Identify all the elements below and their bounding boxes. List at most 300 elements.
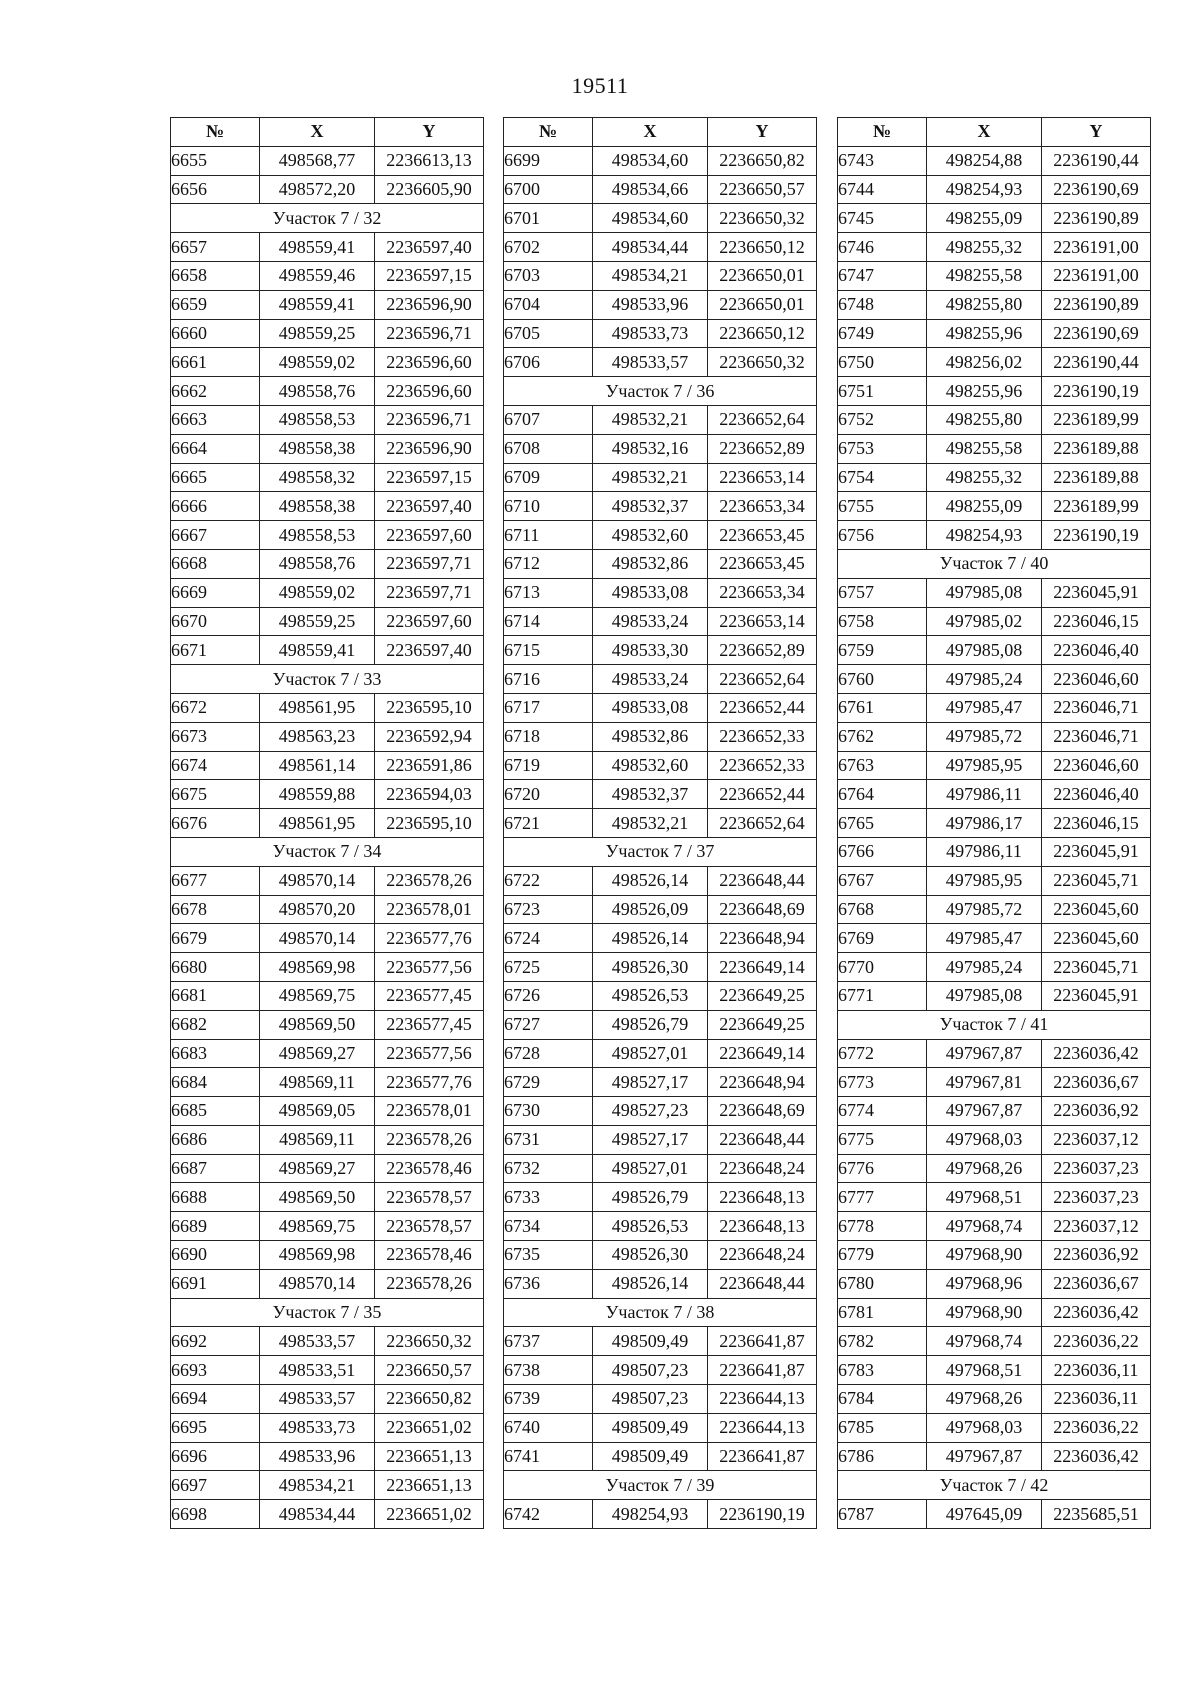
table-row: [838, 1039, 1151, 1068]
table-row: [838, 1241, 1151, 1270]
point-number: 6738: [504, 1356, 593, 1385]
table-row: [504, 204, 817, 233]
y-coordinate: 2236046,15: [1042, 809, 1151, 838]
point-number: 6787: [838, 1500, 927, 1529]
x-coordinate: 498254,93: [927, 521, 1042, 550]
table-row: [171, 1010, 484, 1039]
table-row: [838, 1125, 1151, 1154]
x-coordinate: 498570,20: [260, 895, 375, 924]
y-coordinate: 2236652,64: [708, 665, 817, 694]
y-coordinate: 2236045,91: [1042, 578, 1151, 607]
table-row: [171, 1183, 484, 1212]
table-row: [171, 1039, 484, 1068]
table-row: [504, 1068, 817, 1097]
x-coordinate: 498526,30: [593, 953, 708, 982]
y-coordinate: 2236649,25: [708, 981, 817, 1010]
y-coordinate: 2236650,82: [375, 1385, 484, 1414]
point-number: 6786: [838, 1442, 927, 1471]
section-row: [171, 665, 484, 694]
point-number: 6746: [838, 233, 927, 262]
x-coordinate: 498568,77: [260, 146, 375, 175]
table-row: [171, 578, 484, 607]
point-number: 6656: [171, 175, 260, 204]
table-row: [504, 1010, 817, 1039]
table-row: [504, 549, 817, 578]
x-coordinate: 498526,14: [593, 924, 708, 953]
y-coordinate: 2236045,91: [1042, 837, 1151, 866]
y-coordinate: 2236652,33: [708, 751, 817, 780]
point-number: 6712: [504, 549, 593, 578]
section-row: [504, 1298, 817, 1327]
table-row: [838, 348, 1151, 377]
x-coordinate: 498569,75: [260, 981, 375, 1010]
point-number: 6683: [171, 1039, 260, 1068]
x-coordinate: 498569,27: [260, 1154, 375, 1183]
x-coordinate: 497986,11: [927, 837, 1042, 866]
x-coordinate: 498559,41: [260, 233, 375, 262]
point-number: 6784: [838, 1385, 927, 1414]
table-row: [838, 1356, 1151, 1385]
y-coordinate: 2236046,15: [1042, 607, 1151, 636]
y-coordinate: 2236045,71: [1042, 866, 1151, 895]
x-coordinate: 498255,58: [927, 434, 1042, 463]
table-row: [838, 866, 1151, 895]
y-coordinate: 2236037,12: [1042, 1125, 1151, 1154]
point-number: 6764: [838, 780, 927, 809]
table-row: [504, 1212, 817, 1241]
x-coordinate: 498534,60: [593, 204, 708, 233]
table-row: [838, 607, 1151, 636]
table-row: [838, 837, 1151, 866]
table-row: [171, 233, 484, 262]
point-number: 6719: [504, 751, 593, 780]
x-coordinate: 497985,02: [927, 607, 1042, 636]
coordinates-table-3: [837, 117, 1151, 1529]
point-number: 6696: [171, 1442, 260, 1471]
x-coordinate: 498527,17: [593, 1068, 708, 1097]
point-number: 6749: [838, 319, 927, 348]
table-row: [504, 1183, 817, 1212]
x-coordinate: 498534,44: [593, 233, 708, 262]
y-coordinate: 2236597,15: [375, 463, 484, 492]
x-coordinate: 498254,93: [927, 175, 1042, 204]
y-coordinate: 2236652,33: [708, 722, 817, 751]
y-coordinate: 2236597,71: [375, 549, 484, 578]
y-coordinate: 2236189,99: [1042, 492, 1151, 521]
x-coordinate: 498561,95: [260, 693, 375, 722]
x-coordinate: 497985,24: [927, 665, 1042, 694]
point-number: 6721: [504, 809, 593, 838]
point-number: 6739: [504, 1385, 593, 1414]
table-row: [838, 895, 1151, 924]
point-number: 6684: [171, 1068, 260, 1097]
x-coordinate: 497967,87: [927, 1097, 1042, 1126]
y-coordinate: 2236190,19: [708, 1500, 817, 1529]
table-row: [504, 1154, 817, 1183]
y-coordinate: 2236577,45: [375, 981, 484, 1010]
y-coordinate: 2236190,44: [1042, 146, 1151, 175]
point-number: 6766: [838, 837, 927, 866]
y-coordinate: 2236036,42: [1042, 1442, 1151, 1471]
x-coordinate: 498533,24: [593, 665, 708, 694]
x-coordinate: 498527,01: [593, 1154, 708, 1183]
x-coordinate: 498526,53: [593, 1212, 708, 1241]
y-coordinate: 2236578,46: [375, 1154, 484, 1183]
table-row: [504, 233, 817, 262]
y-coordinate: 2236641,87: [708, 1442, 817, 1471]
x-coordinate: 497985,47: [927, 924, 1042, 953]
x-coordinate: 497985,95: [927, 751, 1042, 780]
x-coordinate: 497985,24: [927, 953, 1042, 982]
x-coordinate: 498533,73: [260, 1413, 375, 1442]
point-number: 6778: [838, 1212, 927, 1241]
table-header-row: [504, 118, 817, 147]
y-coordinate: 2236190,44: [1042, 348, 1151, 377]
point-number: 6720: [504, 780, 593, 809]
y-coordinate: 2236578,46: [375, 1241, 484, 1270]
point-number: 6698: [171, 1500, 260, 1529]
x-coordinate: 498561,14: [260, 751, 375, 780]
section-title: Участок 7 / 35: [171, 1298, 484, 1327]
x-coordinate: 497968,96: [927, 1269, 1042, 1298]
y-coordinate: 2236597,15: [375, 261, 484, 290]
section-title: Участок 7 / 37: [504, 837, 817, 866]
table-row: [838, 1212, 1151, 1241]
point-number: 6669: [171, 578, 260, 607]
y-coordinate: 2236592,94: [375, 722, 484, 751]
point-number: 6700: [504, 175, 593, 204]
table-row: [838, 1097, 1151, 1126]
y-coordinate: 2235685,51: [1042, 1500, 1151, 1529]
table-row: [838, 1500, 1151, 1529]
x-coordinate: 498526,30: [593, 1241, 708, 1270]
point-number: 6742: [504, 1500, 593, 1529]
table-row: [504, 1327, 817, 1356]
x-coordinate: 498569,75: [260, 1212, 375, 1241]
header-x: X: [593, 118, 708, 147]
point-number: 6685: [171, 1097, 260, 1126]
section-title: Участок 7 / 42: [838, 1471, 1151, 1500]
point-number: 6772: [838, 1039, 927, 1068]
y-coordinate: 2236644,13: [708, 1385, 817, 1414]
x-coordinate: 498559,25: [260, 607, 375, 636]
y-coordinate: 2236648,94: [708, 924, 817, 953]
x-coordinate: 497967,87: [927, 1039, 1042, 1068]
section-title: Участок 7 / 33: [171, 665, 484, 694]
point-number: 6732: [504, 1154, 593, 1183]
y-coordinate: 2236651,02: [375, 1500, 484, 1529]
y-coordinate: 2236594,03: [375, 780, 484, 809]
x-coordinate: 498559,02: [260, 578, 375, 607]
table-row: [838, 405, 1151, 434]
y-coordinate: 2236036,67: [1042, 1269, 1151, 1298]
table-row: [504, 1356, 817, 1385]
table-row: [171, 521, 484, 550]
y-coordinate: 2236578,57: [375, 1212, 484, 1241]
table-row: [838, 722, 1151, 751]
x-coordinate: 498558,38: [260, 492, 375, 521]
table-row: [504, 463, 817, 492]
point-number: 6675: [171, 780, 260, 809]
table-row: [838, 1442, 1151, 1471]
x-coordinate: 497986,11: [927, 780, 1042, 809]
table-row: [504, 751, 817, 780]
x-coordinate: 498526,14: [593, 866, 708, 895]
y-coordinate: 2236648,44: [708, 866, 817, 895]
y-coordinate: 2236641,87: [708, 1327, 817, 1356]
point-number: 6678: [171, 895, 260, 924]
table-row: [838, 290, 1151, 319]
table-row: [171, 895, 484, 924]
table-row: [504, 607, 817, 636]
x-coordinate: 498534,44: [260, 1500, 375, 1529]
header-number: №: [171, 118, 260, 147]
table-row: [171, 463, 484, 492]
y-coordinate: 2236045,60: [1042, 924, 1151, 953]
table-row: [838, 261, 1151, 290]
point-number: 6757: [838, 578, 927, 607]
x-coordinate: 498527,01: [593, 1039, 708, 1068]
table-row: [838, 521, 1151, 550]
x-coordinate: 498559,41: [260, 636, 375, 665]
y-coordinate: 2236648,69: [708, 1097, 817, 1126]
point-number: 6769: [838, 924, 927, 953]
x-coordinate: 497985,08: [927, 981, 1042, 1010]
point-number: 6731: [504, 1125, 593, 1154]
y-coordinate: 2236653,34: [708, 492, 817, 521]
table-row: [171, 377, 484, 406]
y-coordinate: 2236650,82: [708, 146, 817, 175]
y-coordinate: 2236648,44: [708, 1269, 817, 1298]
table-row: [838, 175, 1151, 204]
x-coordinate: 498569,11: [260, 1068, 375, 1097]
point-number: 6658: [171, 261, 260, 290]
y-coordinate: 2236605,90: [375, 175, 484, 204]
table-row: [171, 953, 484, 982]
table-row: [838, 377, 1151, 406]
y-coordinate: 2236577,56: [375, 1039, 484, 1068]
y-coordinate: 2236653,14: [708, 463, 817, 492]
x-coordinate: 498254,93: [593, 1500, 708, 1529]
y-coordinate: 2236649,14: [708, 1039, 817, 1068]
point-number: 6725: [504, 953, 593, 982]
table-row: [504, 866, 817, 895]
table-row: [504, 261, 817, 290]
point-number: 6723: [504, 895, 593, 924]
point-number: 6661: [171, 348, 260, 377]
y-coordinate: 2236648,13: [708, 1183, 817, 1212]
table-row: [171, 1356, 484, 1385]
table-row: [504, 405, 817, 434]
x-coordinate: 498559,46: [260, 261, 375, 290]
section-row: [171, 837, 484, 866]
table-row: [504, 348, 817, 377]
table-row: [504, 578, 817, 607]
y-coordinate: 2236652,89: [708, 636, 817, 665]
table-row: [838, 1068, 1151, 1097]
y-coordinate: 2236036,11: [1042, 1385, 1151, 1414]
point-number: 6716: [504, 665, 593, 694]
x-coordinate: 498533,73: [593, 319, 708, 348]
table-row: [838, 665, 1151, 694]
table-row: [838, 1327, 1151, 1356]
table-header-row: [171, 118, 484, 147]
table-row: [838, 492, 1151, 521]
x-coordinate: 497985,72: [927, 895, 1042, 924]
x-coordinate: 497968,74: [927, 1327, 1042, 1356]
x-coordinate: 498569,98: [260, 1241, 375, 1270]
point-number: 6699: [504, 146, 593, 175]
point-number: 6736: [504, 1269, 593, 1298]
header-y: Y: [1042, 118, 1151, 147]
point-number: 6726: [504, 981, 593, 1010]
y-coordinate: 2236651,13: [375, 1471, 484, 1500]
point-number: 6679: [171, 924, 260, 953]
table-row: [171, 924, 484, 953]
point-number: 6676: [171, 809, 260, 838]
point-number: 6755: [838, 492, 927, 521]
point-number: 6660: [171, 319, 260, 348]
point-number: 6662: [171, 377, 260, 406]
table-row: [171, 1125, 484, 1154]
y-coordinate: 2236036,11: [1042, 1356, 1151, 1385]
table-row: [504, 319, 817, 348]
y-coordinate: 2236595,10: [375, 809, 484, 838]
x-coordinate: 498254,88: [927, 146, 1042, 175]
x-coordinate: 497985,08: [927, 636, 1042, 665]
point-number: 6686: [171, 1125, 260, 1154]
x-coordinate: 498559,02: [260, 348, 375, 377]
point-number: 6688: [171, 1183, 260, 1212]
x-coordinate: 497968,03: [927, 1125, 1042, 1154]
x-coordinate: 498533,57: [593, 348, 708, 377]
point-number: 6680: [171, 953, 260, 982]
y-coordinate: 2236596,90: [375, 290, 484, 319]
table-row: [838, 693, 1151, 722]
y-coordinate: 2236190,89: [1042, 290, 1151, 319]
point-number: 6759: [838, 636, 927, 665]
section-title: Участок 7 / 40: [838, 549, 1151, 578]
table-row: [171, 549, 484, 578]
x-coordinate: 498507,23: [593, 1385, 708, 1414]
table-row: [171, 1471, 484, 1500]
x-coordinate: 498255,96: [927, 377, 1042, 406]
y-coordinate: 2236577,45: [375, 1010, 484, 1039]
point-number: 6773: [838, 1068, 927, 1097]
y-coordinate: 2236046,40: [1042, 636, 1151, 665]
x-coordinate: 497967,87: [927, 1442, 1042, 1471]
table-row: [504, 1385, 817, 1414]
y-coordinate: 2236648,13: [708, 1212, 817, 1241]
x-coordinate: 498570,14: [260, 924, 375, 953]
x-coordinate: 498533,96: [593, 290, 708, 319]
section-row: [504, 837, 817, 866]
table-row: [838, 1269, 1151, 1298]
table-row: [504, 636, 817, 665]
x-coordinate: 497968,03: [927, 1413, 1042, 1442]
point-number: 6668: [171, 549, 260, 578]
y-coordinate: 2236653,45: [708, 521, 817, 550]
x-coordinate: 498526,53: [593, 981, 708, 1010]
section-title: Участок 7 / 36: [504, 377, 817, 406]
point-number: 6694: [171, 1385, 260, 1414]
x-coordinate: 498533,57: [260, 1327, 375, 1356]
table-row: [171, 348, 484, 377]
table-row: [504, 1097, 817, 1126]
x-coordinate: 498526,79: [593, 1010, 708, 1039]
point-number: 6655: [171, 146, 260, 175]
table-row: [838, 1183, 1151, 1212]
x-coordinate: 497645,09: [927, 1500, 1042, 1529]
header-x: X: [260, 118, 375, 147]
x-coordinate: 498534,21: [260, 1471, 375, 1500]
y-coordinate: 2236578,01: [375, 1097, 484, 1126]
x-coordinate: 498255,09: [927, 204, 1042, 233]
table-row: [504, 1413, 817, 1442]
y-coordinate: 2236596,60: [375, 377, 484, 406]
point-number: 6674: [171, 751, 260, 780]
y-coordinate: 2236037,23: [1042, 1154, 1151, 1183]
y-coordinate: 2236641,87: [708, 1356, 817, 1385]
table-row: [838, 463, 1151, 492]
table-row: [838, 981, 1151, 1010]
point-number: 6768: [838, 895, 927, 924]
y-coordinate: 2236036,42: [1042, 1298, 1151, 1327]
y-coordinate: 2236648,44: [708, 1125, 817, 1154]
point-number: 6782: [838, 1327, 927, 1356]
x-coordinate: 498509,49: [593, 1327, 708, 1356]
x-coordinate: 498559,25: [260, 319, 375, 348]
table-row: [504, 1125, 817, 1154]
point-number: 6780: [838, 1269, 927, 1298]
x-coordinate: 498533,24: [593, 607, 708, 636]
x-coordinate: 498558,53: [260, 405, 375, 434]
x-coordinate: 498533,08: [593, 693, 708, 722]
point-number: 6728: [504, 1039, 593, 1068]
y-coordinate: 2236648,24: [708, 1154, 817, 1183]
point-number: 6762: [838, 722, 927, 751]
y-coordinate: 2236190,69: [1042, 175, 1151, 204]
point-number: 6672: [171, 693, 260, 722]
y-coordinate: 2236597,40: [375, 636, 484, 665]
x-coordinate: 498509,49: [593, 1413, 708, 1442]
y-coordinate: 2236650,32: [375, 1327, 484, 1356]
point-number: 6770: [838, 953, 927, 982]
y-coordinate: 2236613,13: [375, 146, 484, 175]
table-row: [171, 1241, 484, 1270]
table-row: [504, 693, 817, 722]
point-number: 6718: [504, 722, 593, 751]
y-coordinate: 2236650,57: [708, 175, 817, 204]
point-number: 6735: [504, 1241, 593, 1270]
x-coordinate: 498533,08: [593, 578, 708, 607]
x-coordinate: 498534,60: [593, 146, 708, 175]
table-row: [838, 924, 1151, 953]
y-coordinate: 2236649,25: [708, 1010, 817, 1039]
point-number: 6657: [171, 233, 260, 262]
y-coordinate: 2236596,60: [375, 348, 484, 377]
table-row: [504, 175, 817, 204]
table-row: [171, 434, 484, 463]
table-row: [504, 1269, 817, 1298]
point-number: 6693: [171, 1356, 260, 1385]
table-row: [171, 405, 484, 434]
point-number: 6704: [504, 290, 593, 319]
point-number: 6756: [838, 521, 927, 550]
x-coordinate: 498533,51: [260, 1356, 375, 1385]
x-coordinate: 497968,26: [927, 1154, 1042, 1183]
y-coordinate: 2236650,12: [708, 319, 817, 348]
